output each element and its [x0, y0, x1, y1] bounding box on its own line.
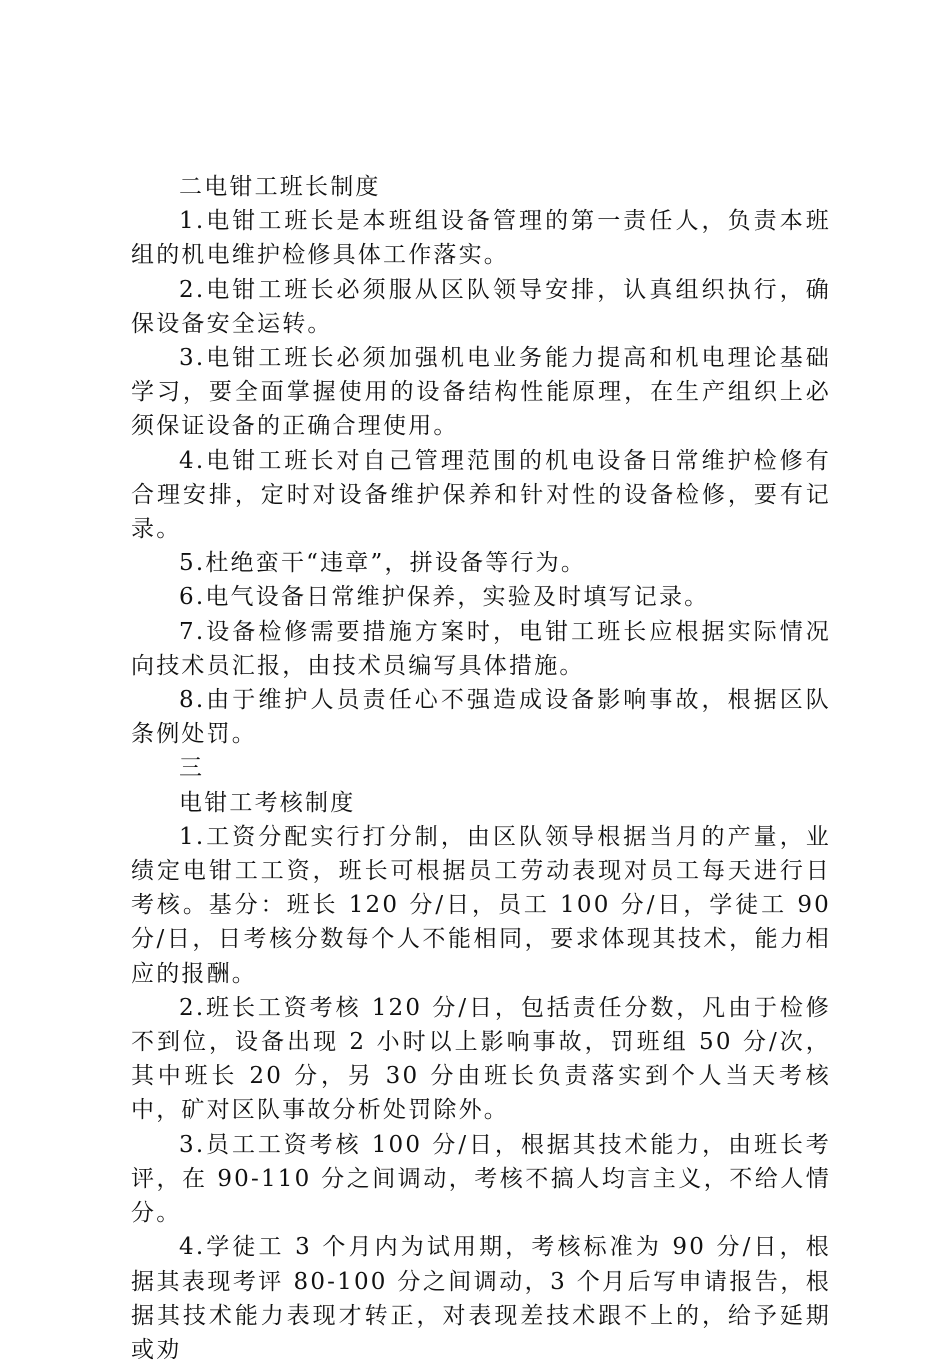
list-item: 4.电钳工班长对自己管理范围的机电设备日常维护检修有合理安排，定时对设备维护保养和针对性的设备检修，要有记录。 [131, 447, 831, 543]
list-item: 4.学徒工 3 个月内为试用期，考核标准为 90 分/日，根据其表现考评 80-100 分之间调动，3 个月后写申请报告，根据其技术能力表现才转正，对表现差技术跟不上的，给予延期或劝 [131, 1234, 831, 1363]
list-item: 2.电钳工班长必须服从区队领导安排，认真组织执行，确保设备安全运转。 [131, 276, 831, 337]
list-item: 5.杜绝蛮干“违章”，拼设备等行为。 [179, 550, 587, 577]
section-title: 二电钳工班长制度 [179, 174, 381, 200]
list-item: 6.电气设备日常维护保养，实验及时填写记录。 [179, 584, 710, 611]
document-page [131, 170, 831, 1367]
list-item: 7.设备检修需要措施方案时，电钳工班长应根据实际情况向技术员汇报，由技术员编写具体措施。 [131, 618, 831, 679]
section-title: 电钳工考核制度 [179, 789, 356, 816]
list-item: 1.工资分配实行打分制，由区队领导根据当月的产量，业绩定电钳工工资，班长可根据员工劳动表现对员工每天进行日考核。基分：班长 120 分/日，员工 100 分/日，学徒工 90 分/日，日考核分数每个人不能相同，要求体现其技术，能力相应的报酬。 [131, 823, 831, 987]
list-item: 1.电钳工班长是本班组设备管理的第一责任人，负责本班组的机电维护检修具体工作落实。 [131, 208, 831, 269]
list-item: 3.电钳工班长必须加强机电业务能力提高和机电理论基础学习，要全面掌握使用的设备结构性能原理，在生产组织上必须保证设备的正确合理使用。 [131, 345, 831, 440]
list-item: 3.员工工资考核 100 分/日，根据其技术能力，由班长考评，在 90-110 分之间调动，考核不搞人均言主义，不给人情分。 [131, 1131, 831, 1227]
list-item: 8.由于维护人员责任心不强造成设备影响事故，根据区队条例处罚。 [131, 687, 831, 748]
list-item: 2.班长工资考核 120 分/日，包括责任分数，凡由于检修不到位，设备出现 2 小时以上影响事故，罚班组 50 分/次，其中班长 20 分，另 30 分由班长负责落实到个人当天考核中，矿对区队事故分析处罚除外。 [131, 994, 831, 1124]
section-number: 三 [179, 755, 205, 782]
